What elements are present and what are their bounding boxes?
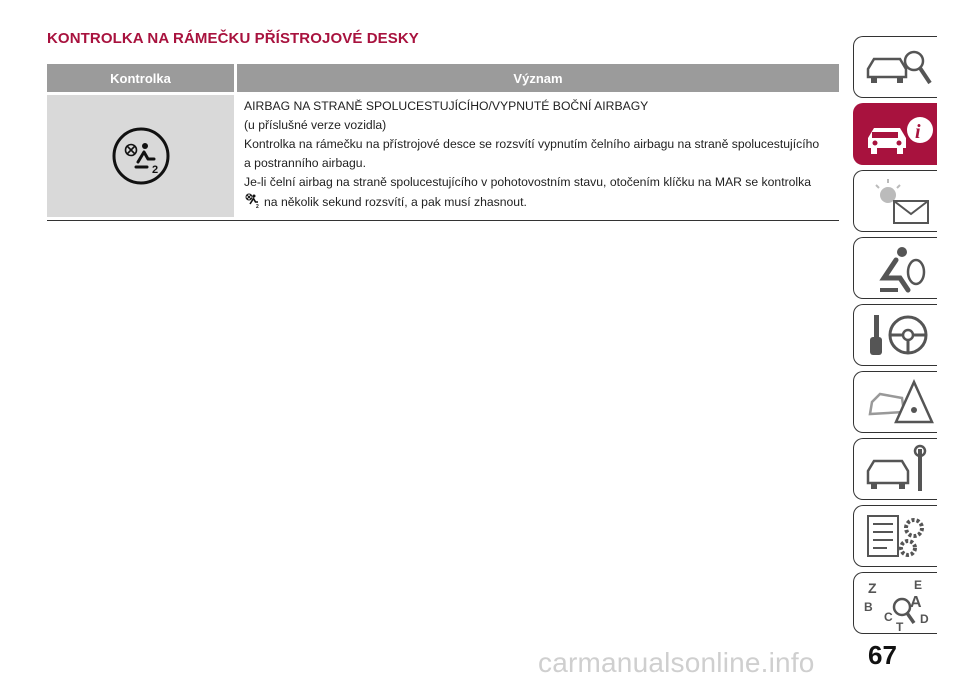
seat-airbag-icon (862, 242, 934, 296)
tab-index[interactable] (853, 572, 937, 634)
meaning-paragraph-2: Je-li čelní airbag na straně spolucestujícího v pohotovostním stavu, otočením klíčku na MAR se kontrolka (244, 175, 811, 189)
meaning-paragraph-3-text: na několik sekund rozsvítí, a pak musí zhasnout. (264, 195, 527, 209)
tab-emergency[interactable] (853, 371, 937, 433)
svg-text:B: B (864, 600, 873, 614)
meaning-cell (237, 92, 839, 220)
table-header (47, 64, 839, 92)
airbag-passenger-2-icon (111, 126, 171, 186)
warning-light-table (47, 64, 839, 221)
page-heading: KONTROLKA NA RÁMEČKU PŘÍSTROJOVÉ DESKY (47, 30, 419, 47)
svg-text:A: A (910, 594, 922, 611)
svg-text:2: 2 (256, 204, 259, 208)
tab-technical-data[interactable] (853, 505, 937, 567)
tab-car-search[interactable] (853, 36, 937, 98)
car-search-icon (862, 41, 934, 95)
key-steering-wheel-icon (862, 309, 934, 363)
page-number: 67 (868, 640, 897, 670)
watermark: carmanualsonline.info (538, 647, 815, 678)
svg-text:C: C (884, 610, 893, 624)
car-info-icon (862, 108, 934, 162)
icon-cell (47, 95, 234, 217)
meaning-title: AIRBAG NA STRANĚ SPOLUCESTUJÍCÍHO/VYPNUTÉ BOČNÍ AIRBAGY (244, 99, 649, 113)
airbag-passenger-2-inline-icon (244, 192, 260, 208)
meaning-version-note: (u příslušné verze vozidla) (244, 118, 387, 132)
specs-gears-icon (862, 510, 934, 564)
tab-starting-driving[interactable] (853, 304, 937, 366)
tab-maintenance[interactable] (853, 438, 937, 500)
svg-text:D: D (920, 612, 929, 626)
svg-text:T: T (896, 620, 904, 631)
tab-warning-lights[interactable] (853, 170, 937, 232)
alphabet-index-icon (862, 577, 934, 631)
car-accident-warning-icon (862, 376, 934, 430)
warning-light-message-icon (862, 175, 934, 229)
tab-car-info[interactable] (853, 103, 937, 165)
svg-text:i: i (915, 121, 921, 143)
table-row (47, 92, 839, 221)
col-header-kontrolka: Kontrolka (110, 70, 171, 86)
col-header-vyznam: Význam (513, 70, 563, 86)
svg-text:2: 2 (151, 164, 158, 176)
meaning-paragraph-1: Kontrolka na rámečku na přístrojové desce se rozsvítí vypnutím čelního airbagu na straně spolucestujícího a postranního airbagu. (244, 137, 820, 170)
svg-text:E: E (914, 578, 923, 592)
meaning-paragraph-3 (244, 192, 829, 212)
svg-text:Z: Z (868, 580, 877, 596)
tab-safety[interactable] (853, 237, 937, 299)
car-tools-icon (862, 443, 934, 497)
